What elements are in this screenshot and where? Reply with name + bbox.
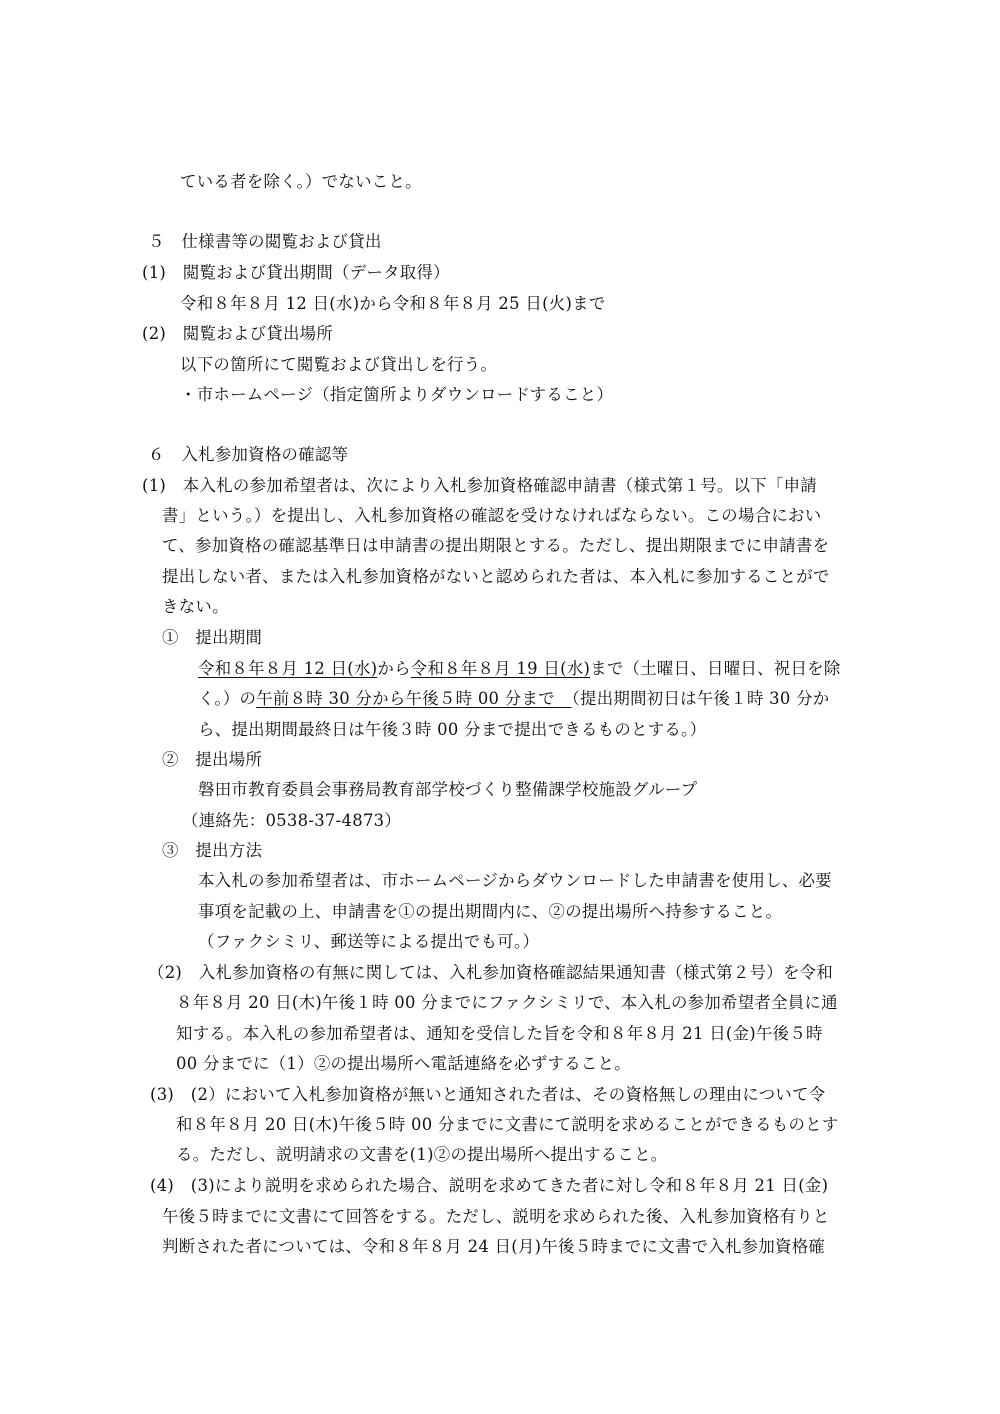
text-line: 00 分までに（1）②の提出場所へ電話連絡を必ずすること。 (176, 1054, 631, 1073)
text-line: （2) 入札参加資格の有無に関しては、入札参加資格確認結果通知書（様式第２号）を令和 (148, 963, 834, 982)
text-line: 事項を記載の上、申請書を①の提出期間内に、②の提出場所へ持参すること。 (198, 902, 783, 921)
text-line: 午後５時までに文書にて回答をする。ただし、説明を求められた後、入札参加資格有りと (162, 1207, 830, 1226)
text-line: 提出しない者、または入札参加資格がないと認められた者は、本入札に参加することがで (162, 567, 830, 586)
text-line: 書」という。）を提出し、入札参加資格の確認を受けなければならない。この場合におい (162, 506, 822, 525)
text-line: (2) 閲覧および貸出場所 (142, 324, 334, 343)
text-line: 和８年８月 20 日(木)午後５時 00 分までに文書にて説明を求めることができるものとす (176, 1115, 839, 1134)
text-line: る。ただし、説明請求の文書を(1)②の提出場所へ提出すること。 (176, 1145, 668, 1164)
text-line: 令和８年８月 12 日(水)から令和８年８月 25 日(火)まで (180, 294, 606, 313)
text-line (198, 688, 830, 710)
text-line: ５ 仕様書等の閲覧および貸出 (148, 232, 382, 251)
text-line: ８年８月 20 日(木)午後１時 00 分までにファクシミリで、本入札の参加希望者全員に通 (176, 993, 838, 1012)
text-line: 判断された者については、令和８年８月 24 日(月)午後５時までに文書で入札参加資格確 (162, 1237, 826, 1256)
text-line: ている者を除く。）でないこと。 (180, 172, 422, 191)
text-line: （ファクシミリ、郵送等による提出でも可。） (198, 932, 540, 951)
underlined-text: 令和８年８月 19 日(水) (410, 659, 591, 678)
text-line: (4) (3)により説明を求められた場合、説明を求めてきた者に対し令和８年８月 21 日(金) (150, 1176, 829, 1195)
text-line: ・市ホームページ（指定箇所よりダウンロードすること） (180, 385, 614, 404)
text-segment: （提出期間初日は午後１時 30 分か (571, 689, 830, 708)
text-line: 知する。本入札の参加希望者は、通知を受信した旨を令和８年８月 21 日(金)午後５時 (176, 1024, 823, 1043)
text-line: ③ 提出方法 (162, 841, 263, 860)
text-line: 以下の箇所にて閲覧および貸出しを行う。 (180, 355, 498, 374)
text-line: きない。 (162, 597, 229, 616)
text-line: 磐田市教育委員会事務局教育部学校づくり整備課学校施設グループ (198, 780, 698, 799)
text-line: ① 提出期間 (162, 628, 263, 647)
underlined-text: 令和８年８月 12 日(水) (198, 659, 378, 678)
text-line: て、参加資格の確認基準日は申請書の提出期限とする。ただし、提出期限までに申請書を (162, 536, 830, 555)
text-line: ６ 入札参加資格の確認等 (148, 445, 349, 464)
text-segment: から (377, 659, 411, 678)
text-line: (1) 閲覧および貸出期間（データ取得） (142, 263, 450, 282)
text-segment: まで（土曜日、日曜日、祝日を除 (590, 659, 841, 678)
text-line (198, 658, 841, 680)
text-line: (1) 本入札の参加希望者は、次により入札参加資格確認申請書（様式第１号。以下「申請 (142, 476, 818, 495)
text-line: ら、提出期間最終日は午後３時 00 分まで提出できるものとする。） (198, 720, 707, 739)
text-line: (3) (2）において入札参加資格が無いと通知された者は、その資格無しの理由について令 (150, 1085, 826, 1104)
text-line: （連絡先：0538‐37‐4873） (182, 811, 402, 830)
text-segment: く。）の (198, 689, 257, 708)
text-line: ② 提出場所 (162, 750, 263, 769)
underlined-text: 午前８時 30 分から午後５時 00 分まで (256, 689, 572, 708)
text-line: 本入札の参加希望者は、市ホームページからダウンロードした申請書を使用し、必要 (198, 871, 832, 890)
